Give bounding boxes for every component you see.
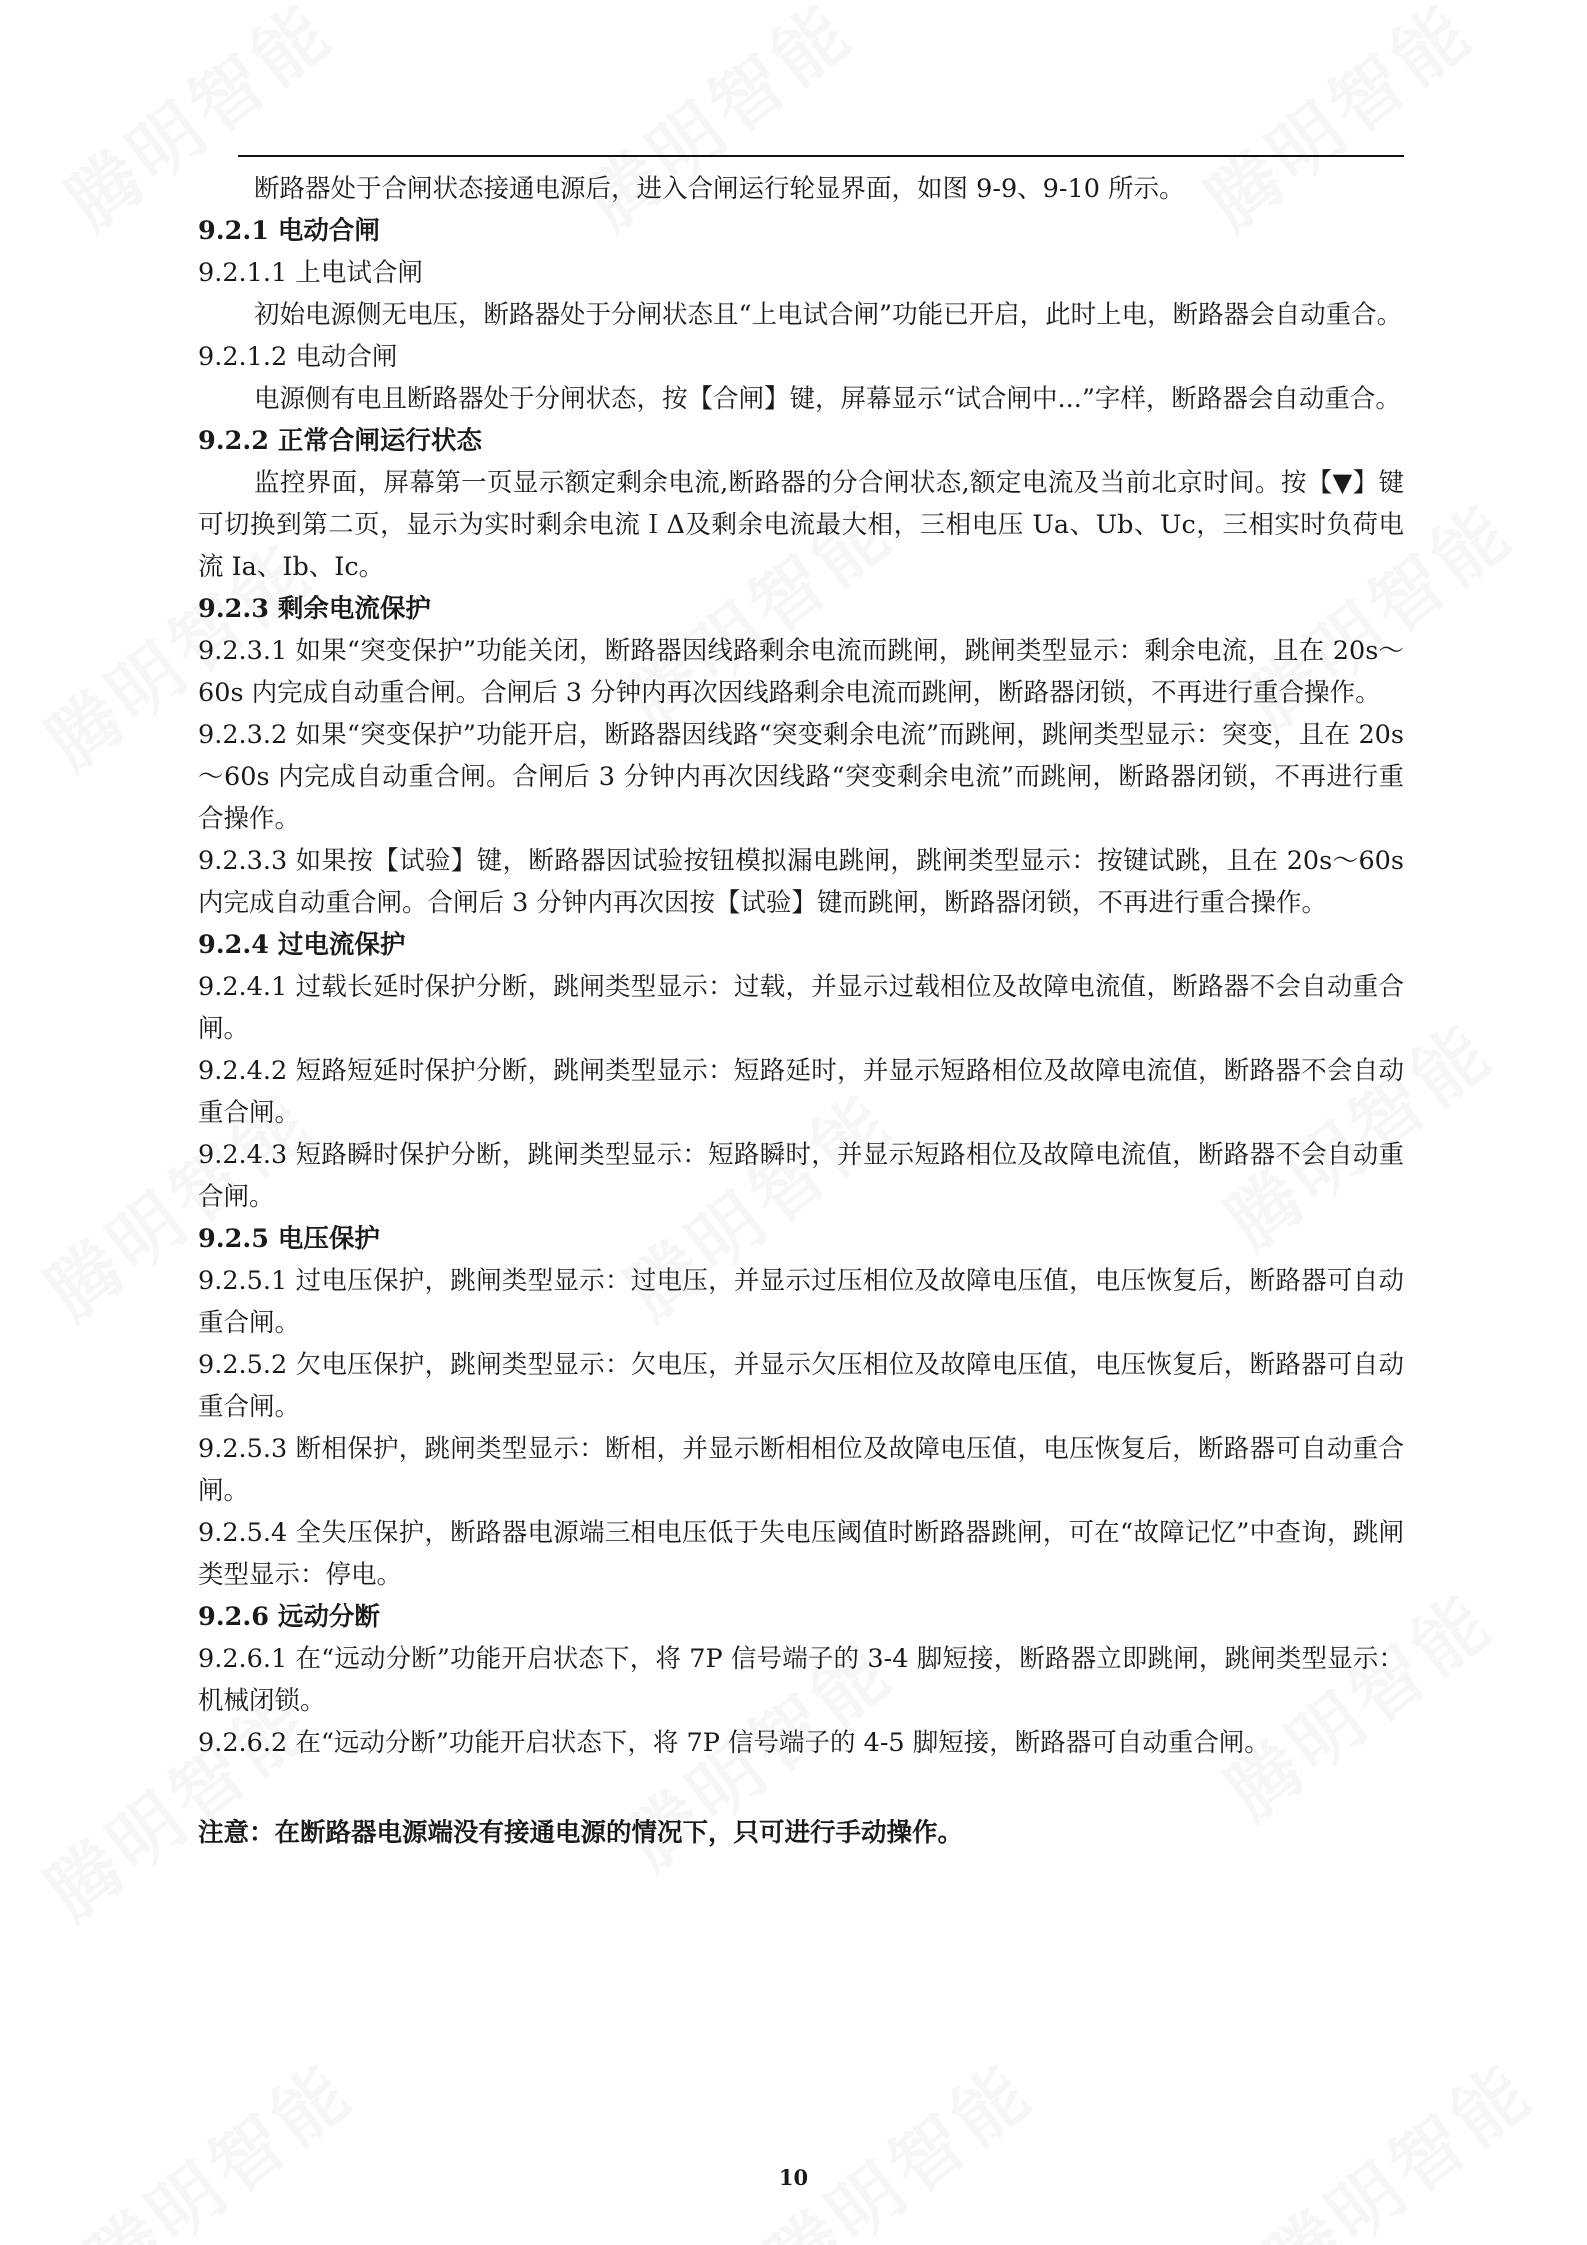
paragraph: 9.2.4.2 短路短延时保护分断，跳闸类型显示：短路延时，并显示短路相位及故障电流值，断路器不会自动重合闸。 <box>198 1056 1404 1128</box>
paragraph: 9.2.6.2 在“远动分断”功能开启状态下，将 7P 信号端子的 4-5 脚短接，断路器可自动重合闸。 <box>198 1728 1270 1758</box>
subsection-heading: 9.2.1.2 电动合闸 <box>198 342 398 372</box>
paragraph: 9.2.5.1 过电压保护，跳闸类型显示：过电压，并显示过压相位及故障电压值，电压恢复后，断路器可自动重合闸。 <box>198 1266 1404 1338</box>
watermark <box>741 2035 1051 2245</box>
header-rule <box>238 155 1404 157</box>
paragraph: 9.2.6.1 在“远动分断”功能开启状态下，将 7P 信号端子的 3-4 脚短接，断路器立即跳闸，跳闸类型显示：机械闭锁。 <box>198 1644 1404 1716</box>
section-heading: 9.2.1 电动合闸 <box>198 216 380 246</box>
paragraph: 断路器处于合闸状态接通电源后，进入合闸运行轮显界面，如图 9-9、9-10 所示。 <box>254 174 1185 204</box>
paragraph: 9.2.3.3 如果按【试验】键，断路器因试验按钮模拟漏电跳闸，跳闸类型显示：按键试跳，且在 20s～60s 内完成自动重合闸。合闸后 3 分钟内再次因按【试验】键而跳闸，断路器闭锁，不再进行重合操作。 <box>198 846 1404 918</box>
page-number: 10 <box>778 2165 809 2190</box>
watermark <box>1241 2035 1551 2245</box>
paragraph: 9.2.3.2 如果“突变保护”功能开启，断路器因线路“突变剩余电流”而跳闸，跳闸类型显示：突变，且在 20s～60s 内完成自动重合闸。合闸后 3 分钟内再次因线路“突变剩余电流”而跳闸，断路器闭锁，不再进行重合操作。 <box>198 720 1404 834</box>
section-heading: 9.2.5 电压保护 <box>198 1224 380 1254</box>
paragraph: 9.2.3.1 如果“突变保护”功能关闭，断路器因线路剩余电流而跳闸，跳闸类型显示：剩余电流，且在 20s～60s 内完成自动重合闸。合闸后 3 分钟内再次因线路剩余电流而跳闸，断路器闭锁，不再进行重合操作。 <box>198 636 1404 708</box>
paragraph: 9.2.5.3 断相保护，跳闸类型显示：断相，并显示断相相位及故障电压值，电压恢复后，断路器可自动重合闸。 <box>198 1434 1404 1506</box>
paragraph: 电源侧有电且断路器处于分闸状态，按【合闸】键，屏幕显示“试合闸中...”字样，断路器会自动重合。 <box>254 384 1401 414</box>
paragraph: 9.2.5.2 欠电压保护，跳闸类型显示：欠电压，并显示欠压相位及故障电压值，电压恢复后，断路器可自动重合闸。 <box>198 1350 1404 1422</box>
paragraph: 9.2.4.3 短路瞬时保护分断，跳闸类型显示：短路瞬时，并显示短路相位及故障电流值，断路器不会自动重合闸。 <box>198 1140 1404 1212</box>
watermark <box>61 2035 371 2245</box>
paragraph: 初始电源侧无电压，断路器处于分闸状态且“上电试合闸”功能已开启，此时上电，断路器会自动重合。 <box>254 300 1403 330</box>
section-heading: 9.2.2 正常合闸运行状态 <box>198 426 482 456</box>
paragraph: 9.2.4.1 过载长延时保护分断，跳闸类型显示：过载，并显示过载相位及故障电流值，断路器不会自动重合闸。 <box>198 972 1404 1044</box>
section-heading: 9.2.4 过电流保护 <box>198 930 406 960</box>
section-heading: 9.2.6 远动分断 <box>198 1602 380 1632</box>
note: 注意：在断路器电源端没有接通电源的情况下，只可进行手动操作。 <box>198 1818 964 1848</box>
subsection-heading: 9.2.1.1 上电试合闸 <box>198 258 423 288</box>
section-heading: 9.2.3 剩余电流保护 <box>198 594 431 624</box>
paragraph: 9.2.5.4 全失压保护，断路器电源端三相电压低于失电压阈值时断路器跳闸，可在“故障记忆”中查询，跳闸类型显示：停电。 <box>198 1518 1404 1590</box>
document-body <box>198 168 1404 1854</box>
paragraph: 监控界面，屏幕第一页显示额定剩余电流,断路器的分合闸状态,额定电流及当前北京时间。按【▼】键可切换到第二页，显示为实时剩余电流ＩΔ及剩余电流最大相，三相电压 Ua、Ub、Uc，三相实时负荷电流 Ia、Ib、Ic。 <box>198 468 1404 582</box>
